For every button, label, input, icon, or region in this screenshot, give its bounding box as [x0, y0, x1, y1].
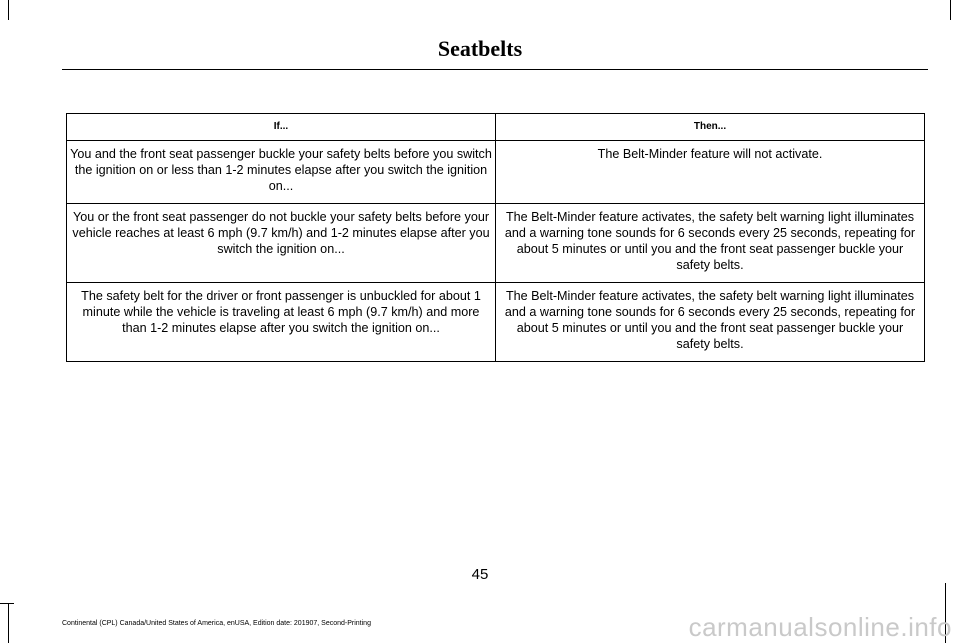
then-cell: The Belt-Minder feature will not activate. [496, 141, 925, 204]
column-header-then: Then... [496, 114, 925, 141]
header-rule [62, 69, 928, 70]
crop-mark-top-left [8, 0, 9, 20]
then-cell: The Belt-Minder feature activates, the safety belt warning light illuminates and a warning tone sounds for 6 seconds every 25 seconds, repeating for about 5 minutes or until you and the front seat passenger buckle your safety belts. [496, 204, 925, 283]
page-title: Seatbelts [437, 36, 523, 61]
footer-edition-text: Continental (CPL) Canada/United States of America, enUSA, Edition date: 201907, Second-Printing [62, 620, 371, 627]
if-cell: You or the front seat passenger do not buckle your safety belts before your vehicle reaches at least 6 mph (9.7 km/h) and 1-2 minutes elapse after you switch the ignition on... [67, 204, 496, 283]
crop-mark-bottom-left-h [0, 603, 14, 604]
page-number: 45 [471, 566, 489, 583]
column-header-if: If... [67, 114, 496, 141]
table-row [67, 204, 925, 283]
watermark-text: carmanualsonline.info [688, 612, 952, 642]
table-header-row [67, 114, 925, 141]
if-cell: You and the front seat passenger buckle your safety belts before you switch the ignition on or less than 1-2 minutes elapse after you switch the ignition on... [67, 141, 496, 204]
belt-minder-table [66, 113, 925, 362]
crop-mark-bottom-left [8, 603, 9, 643]
table-row [67, 283, 925, 362]
if-cell: The safety belt for the driver or front passenger is unbuckled for about 1 minute while the vehicle is traveling at least 6 mph (9.7 km/h) and more than 1-2 minutes elapse after you switch the ignition on... [67, 283, 496, 362]
crop-mark-top-right [950, 0, 951, 20]
then-cell: The Belt-Minder feature activates, the safety belt warning light illuminates and a warning tone sounds for 6 seconds every 25 seconds, repeating for about 5 minutes or until you and the front seat passenger buckle your safety belts. [496, 283, 925, 362]
table-row [67, 141, 925, 204]
